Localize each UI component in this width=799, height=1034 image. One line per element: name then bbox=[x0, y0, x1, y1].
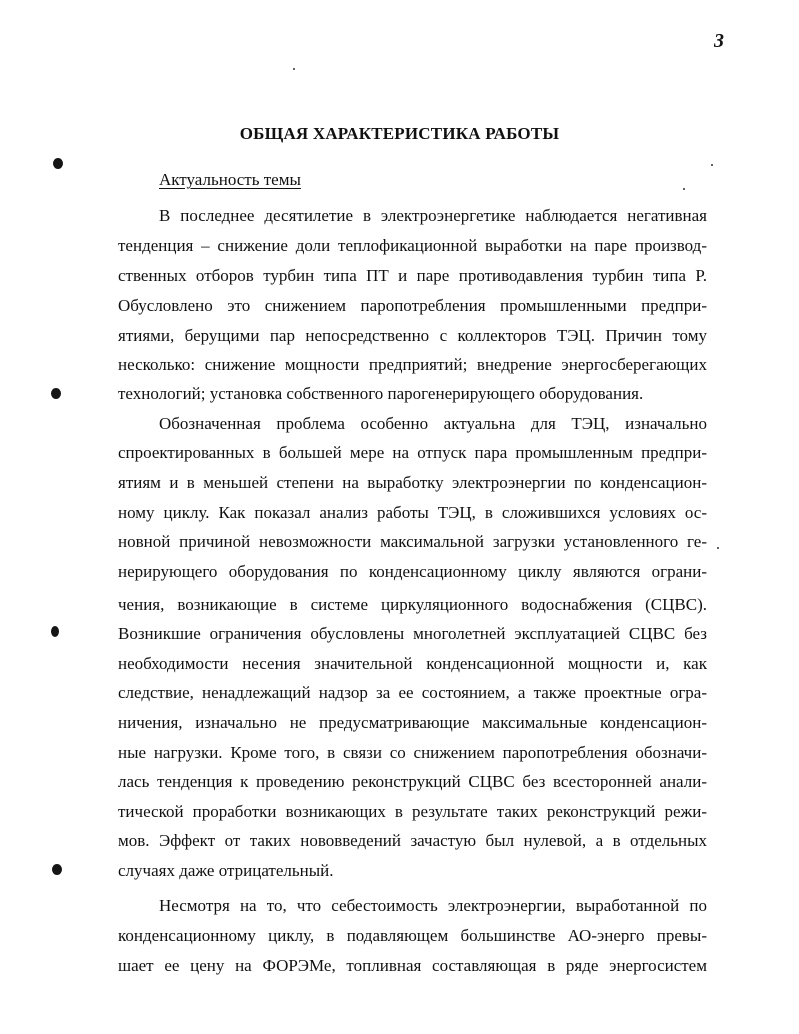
text-line: ятиям и в меньшей степени на выработку электроэнергии по конденсацион- bbox=[118, 473, 707, 492]
text-line: следствие, ненадлежащий надзор за ее состоянием, а также проектные огра- bbox=[118, 683, 707, 702]
text-line: ятиями, берущими пар непосредственно с коллекторов ТЭЦ. Причин тому bbox=[118, 326, 707, 345]
text-line: ные нагрузки. Кроме того, в связи со снижением паропотребления обозначи- bbox=[118, 743, 707, 762]
scan-speck bbox=[717, 547, 719, 549]
text-line: конденсационному циклу, в подавляющем большинстве АО-энерго превы- bbox=[118, 926, 707, 945]
scan-speck bbox=[293, 68, 295, 70]
text-line: Обозначенная проблема особенно актуальна для ТЭЦ, изначально bbox=[159, 414, 707, 433]
text-line: нерирующего оборудования по конденсационному циклу являются ограни- bbox=[118, 562, 707, 581]
section-heading: Актуальность темы bbox=[159, 170, 301, 189]
text-line: необходимости несения значительной конденсационной мощности и, как bbox=[118, 654, 707, 673]
scan-speck bbox=[711, 164, 713, 166]
text-line: ному циклу. Как показал анализ работы ТЭЦ, в сложившихся условиях ос- bbox=[118, 503, 707, 522]
text-line: Несмотря на то, что себестоимость электроэнергии, выработанной по bbox=[159, 896, 707, 915]
text-line: мов. Эффект от таких нововведений зачастую был нулевой, а в отдельных bbox=[118, 831, 707, 850]
text-line: ственных отборов турбин типа ПТ и паре противодавления турбин типа Р. bbox=[118, 266, 707, 285]
text-line: несколько: снижение мощности предприятий; внедрение энергосберегающих bbox=[118, 355, 707, 374]
text-line: тенденция – снижение доли теплофикационной выработки на паре производ- bbox=[118, 236, 707, 255]
text-line: технологий; установка собственного парогенерирующего оборудования. bbox=[118, 384, 644, 403]
text-line: В последнее десятилетие в электроэнергетике наблюдается негативная bbox=[159, 206, 707, 225]
punch-hole-mark bbox=[51, 388, 61, 399]
page-number: 3 bbox=[714, 30, 724, 52]
scan-speck bbox=[683, 188, 685, 190]
text-line: тической проработки возникающих в результате таких реконструкций режи- bbox=[118, 802, 707, 821]
page-title: ОБЩАЯ ХАРАКТЕРИСТИКА РАБОТЫ bbox=[239, 124, 560, 143]
text-line: Обусловлено это снижением паропотребления промышленными предпри- bbox=[118, 296, 707, 315]
text-line: новной причиной невозможности максимальной загрузки установленного ге- bbox=[118, 532, 707, 551]
punch-hole-mark bbox=[51, 626, 59, 637]
text-line: лась тенденция к проведению реконструкций СЦВС без всесторонней анали- bbox=[118, 772, 707, 791]
text-line: ничения, изначально не предусматривающие максимальные конденсацион- bbox=[118, 713, 707, 732]
text-line: случаях даже отрицательный. bbox=[118, 861, 334, 880]
text-line: спроектированных в большей мере на отпуск пара промышленным предпри- bbox=[118, 443, 707, 462]
text-line: чения, возникающие в системе циркуляционного водоснабжения (СЦВС). bbox=[118, 595, 707, 614]
text-line: шает ее цену на ФОРЭМе, топливная составляющая в ряде энергосистем bbox=[118, 956, 707, 975]
punch-hole-mark bbox=[53, 158, 63, 169]
text-line: Возникшие ограничения обусловлены многолетней эксплуатацией СЦВС без bbox=[118, 624, 707, 643]
punch-hole-mark bbox=[52, 864, 62, 875]
